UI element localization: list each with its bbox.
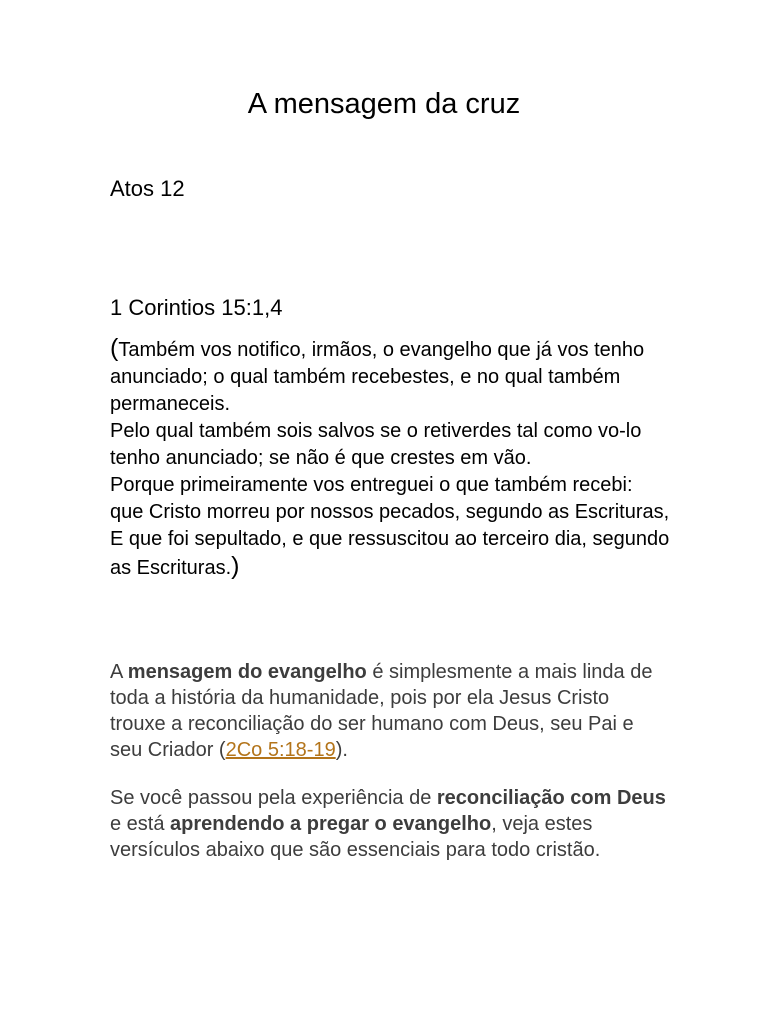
bold-run: aprendendo a pregar o evangelho bbox=[170, 813, 492, 835]
heading-atos: Atos 12 bbox=[110, 176, 185, 201]
verse-line bbox=[110, 335, 670, 418]
verse-line bbox=[110, 418, 670, 472]
document-title: A mensagem da cruz bbox=[247, 88, 521, 120]
text-run: , veja estes versículos abaixo que são essenciais para todo cristão. bbox=[110, 813, 601, 861]
close-paren: ) bbox=[231, 552, 240, 580]
text-run: A bbox=[110, 661, 128, 683]
verse-text: Pelo qual também sois salvos se o retiverdes tal como vo-lo tenho anunciado; se não é que crestes em vão. bbox=[110, 420, 642, 469]
verse-block bbox=[110, 335, 670, 582]
verse-line bbox=[110, 472, 670, 526]
text-run: ). bbox=[335, 739, 348, 761]
scripture-reference-link[interactable]: 2Co 5:18-19 bbox=[225, 739, 336, 761]
heading-corintios: 1 Corintios 15:1,4 bbox=[110, 295, 283, 320]
verse-text: Porque primeiramente vos entreguei o que também recebi: que Cristo morreu por nossos pecados, segundo as Escrituras, bbox=[110, 474, 670, 523]
bold-run: reconciliação com Deus bbox=[436, 787, 666, 809]
text-run: é simplesmente a mais linda de toda a história da humanidade, pois por ela Jesus Cristo trouxe a reconciliação do ser humano com Deus, seu Pai e seu Criador ( bbox=[110, 661, 653, 761]
verse-text: Também vos notifico, irmãos, o evangelho que já vos tenho anunciado; o qual também recebestes, e no qual também permaneceis. bbox=[110, 339, 645, 415]
text-run: Se você passou pela experiência de bbox=[110, 787, 437, 809]
verse-text: E que foi sepultado, e que ressuscitou ao terceiro dia, segundo as Escrituras. bbox=[110, 528, 670, 579]
text-run: e está bbox=[110, 813, 171, 835]
verse-line bbox=[110, 526, 670, 582]
open-paren: ( bbox=[110, 334, 119, 362]
commentary-paragraph-2 bbox=[110, 785, 670, 863]
bold-run: mensagem do evangelho bbox=[127, 661, 367, 683]
commentary-paragraph-1 bbox=[110, 659, 670, 763]
